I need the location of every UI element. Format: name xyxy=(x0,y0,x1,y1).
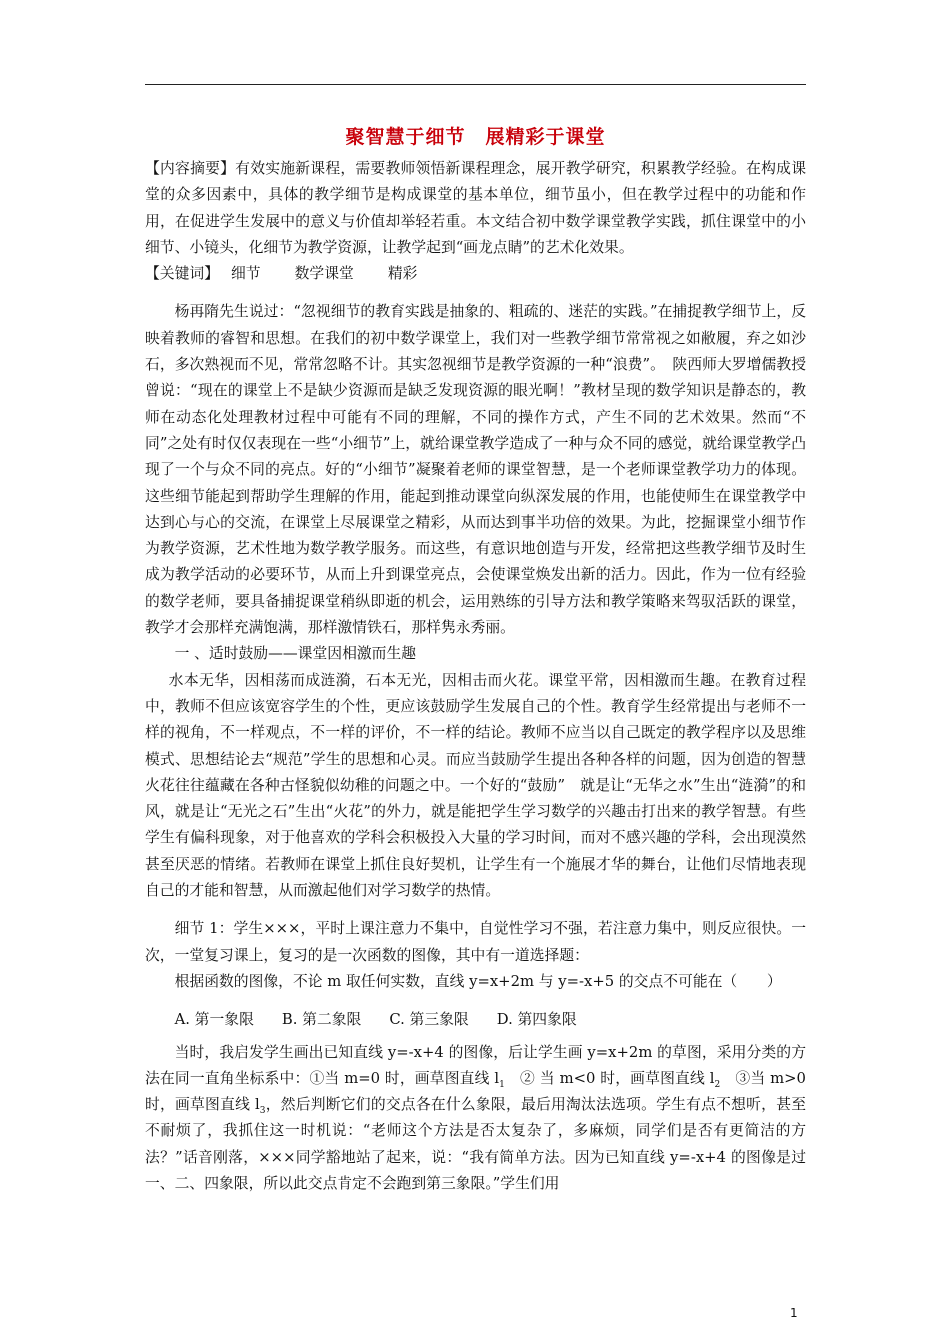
keyword-item: 细节 xyxy=(231,265,261,283)
spacer xyxy=(145,995,806,1007)
option-c: C. 第三象限 xyxy=(389,1011,469,1029)
detail-paragraph: 细节 1：学生×××，平时上课注意力不集中，自觉性学习不强，若注意力集中，则反应很快。一次，一堂复习课上，复习的是一次函数的图像，其中有一道选择题： xyxy=(145,920,806,964)
option-a: A. 第一象限 xyxy=(174,1011,254,1029)
header-rule xyxy=(145,84,806,85)
section-paragraph: 水本无华，因相荡而成涟漪，石本无光，因相击而火花。课堂平常，因相激而生趣。在教育过程中，教师不但应该宽容学生的个性，更应该鼓励学生发展自己的个性。教育学生经常提出与老师不一样的视角，不一样观点，不一样的评价，不一样的结论。教师不应当以自己既定的教学程序以及思维模式、思想结论去“规范”学生的思想和心灵。而应当鼓励学生提出各种各样的问题，因为创造的智慧火花往往蕴藏在各种古怪貌似幼稚的问题之中。一个好的“鼓励” 就是让“无华之水”生出“涟漪”的和风，就是让“无光之石”生出“火花”的外力，就是能把学生学习数学的兴趣击打出来的教学智慧。有些学生有偏科现象，对于他喜欢的学科会积极投入大量的学习时间，而对不感兴趣的学科，会出现漠然甚至厌恶的情绪。若教师在课堂上抓住良好契机，让学生有一个施展才华的舞台，让他们尽情地表现自己的才能和智慧，从而激起他们对学习数学的热情。 xyxy=(145,671,806,900)
spacer xyxy=(145,287,806,299)
final-text-4: ，然后判断它们的交点各在什么象限，最后用淘汰法选项。学生有点不想听，甚至不耐烦了，我抓住这一时机说：“老师这个方法是否太复杂了，多麻烦，同学们是否有更简洁的方法？”话音刚落，×××同学豁地站了起来，说：“我有简单方法。因为已知直线 y=-x+4 的图像是过一、二、四象限，所以此交点肯定不会跑到第三象限。”学生们用 xyxy=(145,1096,807,1192)
final-paragraph xyxy=(145,1040,806,1198)
keywords-line xyxy=(145,261,806,287)
final-text-3: ③当 m>0 时，画草图直线 l xyxy=(145,1069,806,1114)
document-title: 聚智慧于细节 展精彩于课堂 xyxy=(345,126,606,148)
spacer xyxy=(145,904,806,916)
keyword-item: 数学课堂 xyxy=(294,265,354,283)
document-body xyxy=(145,156,806,1197)
abstract-paragraph: 【内容摘要】有效实施新课程，需要教师领悟新课程理念，展开教学研究，积累教学经验。在构成课堂的众多因素中，具体的教学细节是构成课堂的基本单位，细节虽小，但在教学过程中的功能和作用，在促进学生发展中的意义与价值却举轻若重。本文结合初中数学课堂教学实践，抓住课堂中的小细节、小镜头，化细节为教学资源，让教学起到“画龙点睛”的艺术化效果。 xyxy=(145,160,806,256)
option-d: D. 第四象限 xyxy=(496,1011,577,1029)
keyword-item: 精彩 xyxy=(387,265,418,283)
subscript-1: 1 xyxy=(499,1079,505,1090)
final-text-2: ② 当 m<0 时，画草图直线 l xyxy=(504,1069,715,1087)
page-number: 1 xyxy=(790,1306,798,1320)
answer-options xyxy=(145,1007,806,1033)
option-b: B. 第二象限 xyxy=(281,1011,362,1029)
final-text-1: 当时，我启发学生画出已知直线 y=-x+4 的图像，后让学生画 y=x+2m 的草图，采用分类的方法在同一直角坐标系中：①当 m=0 时，画草图直线 l xyxy=(145,1043,806,1087)
keywords-label: 【关键词】 xyxy=(145,265,219,283)
intro-paragraph: 杨再隋先生说过：“忽视细节的教育实践是抽象的、粗疏的、迷茫的实践。”在捕捉教学细节上，反映着教师的睿智和思想。在我们的初中数学课堂上，我们对一些教学细节常常视之如敝履，弃之如沙石，多次熟视而不见，常常忽略不计。其实忽视细节是教学资源的一种“浪费”。 陕西师大罗增儒教授曾说：“现在的课堂上不是缺少资源而是缺乏发现资源的眼光啊！”教材呈现的数学知识是静态的，教师在动态化处理教材过程中可能有不同的理解，不同的操作方式，产生不同的艺术效果。然而“不同”之处有时仅仅表现在一些“小细节”上，就给课堂教学造成了一种与众不同的感觉，就给课堂教学凸现了一个与众不同的亮点。好的“小细节”凝聚着老师的课堂智慧，是一个老师课堂教学功力的体现。这些细节能起到帮助学生理解的作用，能起到推动课堂向纵深发展的作用，也能使师生在课堂教学中达到心与心的交流，在课堂上尽展课堂之精彩，从而达到事半功倍的效果。为此，挖掘课堂小细节作为教学资源，艺术性地为数学教学服务。而这些，有意识地创造与开发，经常把这些教学细节及时生成为教学活动的必要环节，从而上升到课堂亮点，会使课堂焕发出新的活力。因此，作为一位有经验的数学老师，要具备捕捉课堂稍纵即逝的机会，运用熟练的引导方法和教学策略来驾驭活跃的课堂，教学才会那样充满饱满，那样激情铁石，那样隽永秀丽。 xyxy=(145,303,806,637)
subscript-2: 2 xyxy=(714,1079,721,1090)
section-heading: 一 、适时鼓励——课堂因相激而生趣 xyxy=(174,645,417,663)
question-text: 根据函数的图像，不论 m 取任何实数，直线 y=x+2m 与 y=-x+5 的交点不可能在（ ） xyxy=(174,972,782,990)
subscript-3: 3 xyxy=(259,1106,266,1117)
